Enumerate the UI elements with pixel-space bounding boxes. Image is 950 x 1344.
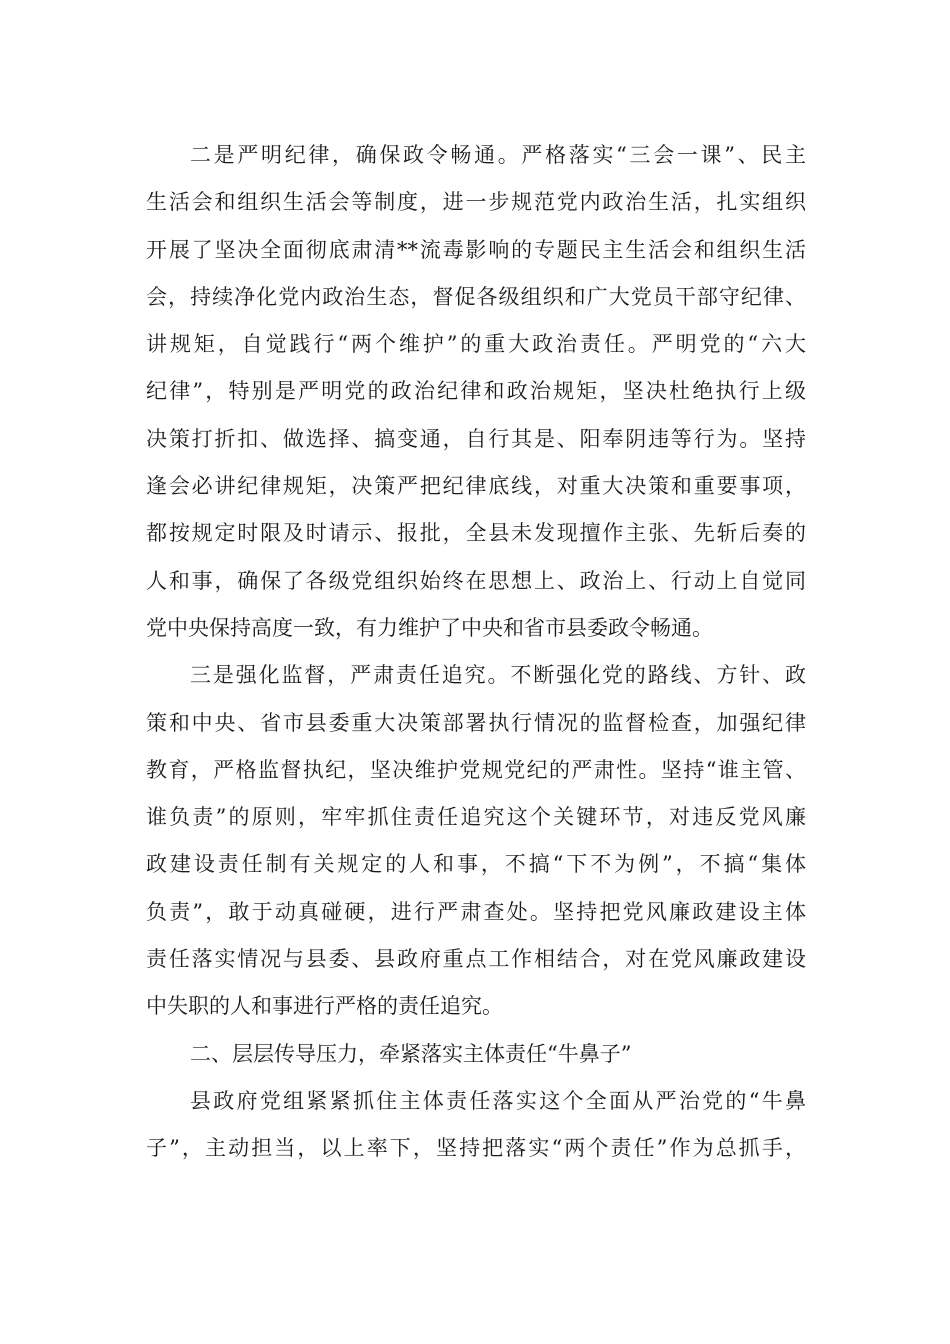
paragraph-line: 决策打折扣、做选择、搞变通，自行其是、阳奉阴违等行为。坚持 xyxy=(146,426,806,451)
paragraph-line: 都按规定时限及时请示、报批，全县未发现擅作主张、先斩后奏的 xyxy=(146,521,806,546)
paragraph-line: 负责”，敢于动真碰硬，进行严肃查处。坚持把党风廉政建设主体 xyxy=(146,899,806,924)
document-body xyxy=(146,133,806,1174)
paragraph-line: 开展了坚决全面彻底肃清**流毒影响的专题民主生活会和组织生活 xyxy=(146,237,806,262)
paragraph-line: 人和事，确保了各级党组织始终在思想上、政治上、行动上自觉同 xyxy=(146,568,806,593)
paragraph-line: 责任落实情况与县委、县政府重点工作相结合，对在党风廉政建设 xyxy=(146,947,806,972)
paragraph-line: 逢会必讲纪律规矩，决策严把纪律底线，对重大决策和重要事项， xyxy=(146,474,806,499)
paragraph-line: 会，持续净化党内政治生态，督促各级组织和广大党员干部守纪律、 xyxy=(146,284,806,309)
paragraph-line: 生活会和组织生活会等制度，进一步规范党内政治生活，扎实组织 xyxy=(146,190,806,215)
paragraph-line: 讲规矩，自觉践行“两个维护”的重大政治责任。严明党的“六大 xyxy=(146,332,806,357)
paragraph-line: 教育，严格监督执纪，坚决维护党规党纪的严肃性。坚持“谁主管、 xyxy=(146,757,806,782)
paragraph-line: 县政府党组紧紧抓住主体责任落实这个全面从严治党的“牛鼻 xyxy=(190,1088,806,1113)
paragraph-line: 谁负责”的原则，牢牢抓住责任追究这个关键环节，对违反党风廉 xyxy=(146,805,806,830)
paragraph-line: 政建设责任制有关规定的人和事，不搞“下不为例”，不搞“集体 xyxy=(146,852,806,877)
paragraph-line: 三是强化监督，严肃责任追究。不断强化党的路线、方针、政 xyxy=(190,663,806,688)
paragraph-line: 党中央保持高度一致，有力维护了中央和省市县委政令畅通。 xyxy=(146,615,713,640)
paragraph-line: 纪律”，特别是严明党的政治纪律和政治规矩，坚决杜绝执行上级 xyxy=(146,379,806,404)
paragraph-line: 子”，主动担当，以上率下，坚持把落实“两个责任”作为总抓手， xyxy=(146,1136,806,1161)
paragraph-line: 二是严明纪律，确保政令畅通。严格落实“三会一课”、民主 xyxy=(190,143,806,167)
paragraph-line: 策和中央、省市县委重大决策部署执行情况的监督检查，加强纪律 xyxy=(146,710,806,735)
section-heading: 二、层层传导压力，牵紧落实主体责任“牛鼻子” xyxy=(190,1041,632,1066)
paragraph-line: 中失职的人和事进行严格的责任追究。 xyxy=(146,994,503,1019)
